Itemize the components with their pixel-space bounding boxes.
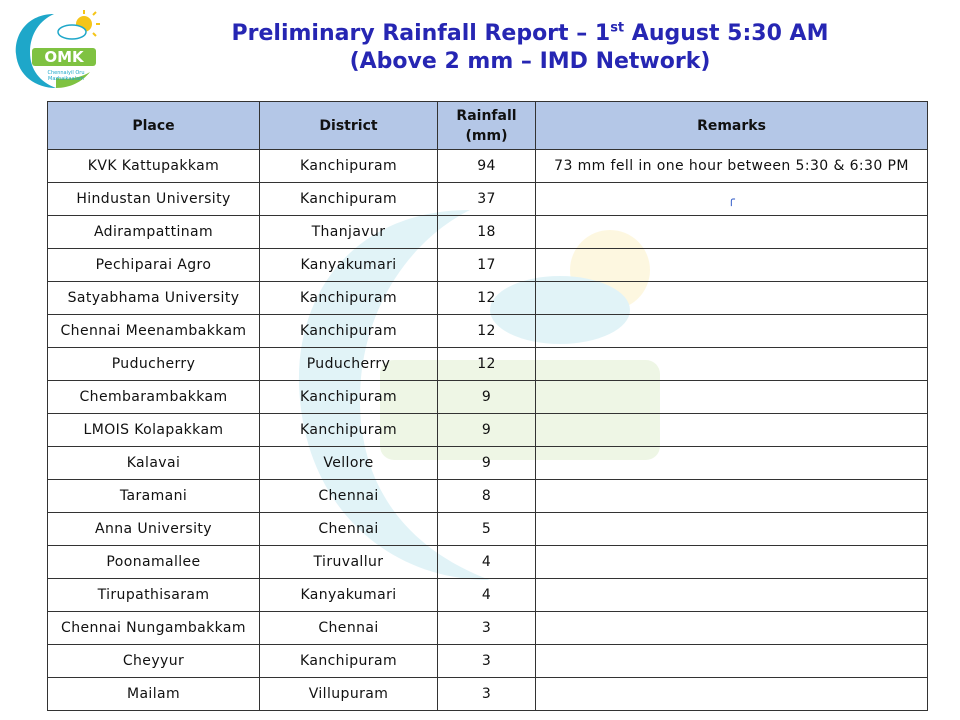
cell-rainfall: 4 [438,546,536,579]
report-title [130,20,930,76]
cell-district: Thanjavur [260,216,438,249]
cell-remarks [536,282,928,315]
cell-rainfall: 4 [438,579,536,612]
cell-rainfall: 94 [438,150,536,183]
table-row [48,612,928,645]
cell-district: Kanchipuram [260,282,438,315]
header-rainfall-line-2: (mm) [465,127,508,144]
cell-place: KVK Kattupakkam [48,150,260,183]
cell-district: Puducherry [260,348,438,381]
cell-remarks [536,348,928,381]
cell-place: LMOIS Kolapakkam [48,414,260,447]
cell-district: Kanyakumari [260,249,438,282]
header-district: District [260,102,438,150]
cell-remarks: 73 mm fell in one hour between 5:30 & 6:30 PM [536,150,928,183]
cell-district: Kanchipuram [260,645,438,678]
cell-remarks [536,645,928,678]
logo-text: OMK [44,48,84,66]
cell-rainfall: 3 [438,612,536,645]
cell-rainfall: 9 [438,381,536,414]
cell-district: Kanchipuram [260,150,438,183]
cell-place: Adirampattinam [48,216,260,249]
title-line-1-suffix: August 5:30 AM [624,21,829,46]
rainfall-table [47,101,928,711]
cell-rainfall: 9 [438,414,536,447]
cell-place: Mailam [48,678,260,711]
cell-remarks [536,414,928,447]
cell-place: Pechiparai Agro [48,249,260,282]
cell-remarks: ╭ [536,183,928,216]
cell-rainfall: 9 [438,447,536,480]
cell-remarks [536,480,928,513]
cell-remarks [536,546,928,579]
table-row [48,216,928,249]
table-row [48,447,928,480]
omk-logo-graphic [10,8,102,92]
cell-place: Chennai Nungambakkam [48,612,260,645]
cell-district: Villupuram [260,678,438,711]
logo-subtitle-2: Mazhaikaalam [48,76,84,82]
cell-place: Puducherry [48,348,260,381]
title-ordinal: st [610,20,625,36]
table-row [48,678,928,711]
table-row [48,348,928,381]
cell-district: Vellore [260,447,438,480]
cell-remarks [536,315,928,348]
cell-remarks [536,513,928,546]
cell-district: Kanchipuram [260,414,438,447]
cell-rainfall: 18 [438,216,536,249]
table-row [48,645,928,678]
cell-district: Tiruvallur [260,546,438,579]
cell-place: Anna University [48,513,260,546]
logo-subtitle-1: Chennaiyil Oru [47,70,85,76]
cell-district: Kanchipuram [260,315,438,348]
cell-place: Chembarambakkam [48,381,260,414]
table-row [48,282,928,315]
cell-district: Kanchipuram [260,381,438,414]
header-remarks: Remarks [536,102,928,150]
cell-remarks [536,249,928,282]
header-rainfall [438,102,536,150]
cell-rainfall: 12 [438,348,536,381]
cell-remarks [536,579,928,612]
cell-remarks [536,216,928,249]
table-row [48,315,928,348]
cell-district: Chennai [260,480,438,513]
cell-district: Kanchipuram [260,183,438,216]
title-line-1 [130,20,930,48]
cell-place: Kalavai [48,447,260,480]
cell-rainfall: 5 [438,513,536,546]
cell-rainfall: 8 [438,480,536,513]
table-row [48,150,928,183]
table-header-row [48,102,928,150]
table-row [48,183,928,216]
table-row [48,249,928,282]
table-row [48,546,928,579]
cell-place: Poonamallee [48,546,260,579]
table-row [48,480,928,513]
table-row [48,513,928,546]
cell-remarks [536,678,928,711]
cell-remarks [536,381,928,414]
cell-place: Hindustan University [48,183,260,216]
cell-rainfall: 17 [438,249,536,282]
header-rainfall-line-1: Rainfall [456,107,517,124]
cell-rainfall: 3 [438,678,536,711]
cell-place: Tirupathisaram [48,579,260,612]
cell-place: Taramani [48,480,260,513]
cell-place: Chennai Meenambakkam [48,315,260,348]
cell-rainfall: 12 [438,282,536,315]
cell-district: Chennai [260,513,438,546]
cell-place: Cheyyur [48,645,260,678]
title-line-2: (Above 2 mm – IMD Network) [349,49,711,74]
table-row [48,579,928,612]
table-row [48,381,928,414]
cell-remarks [536,612,928,645]
header-place: Place [48,102,260,150]
cell-remarks [536,447,928,480]
cell-rainfall: 3 [438,645,536,678]
omk-logo [10,8,102,92]
cell-district: Chennai [260,612,438,645]
cell-place: Satyabhama University [48,282,260,315]
cell-district: Kanyakumari [260,579,438,612]
cell-rainfall: 37 [438,183,536,216]
table-row [48,414,928,447]
cell-rainfall: 12 [438,315,536,348]
title-line-1-prefix: Preliminary Rainfall Report – 1 [231,21,611,46]
